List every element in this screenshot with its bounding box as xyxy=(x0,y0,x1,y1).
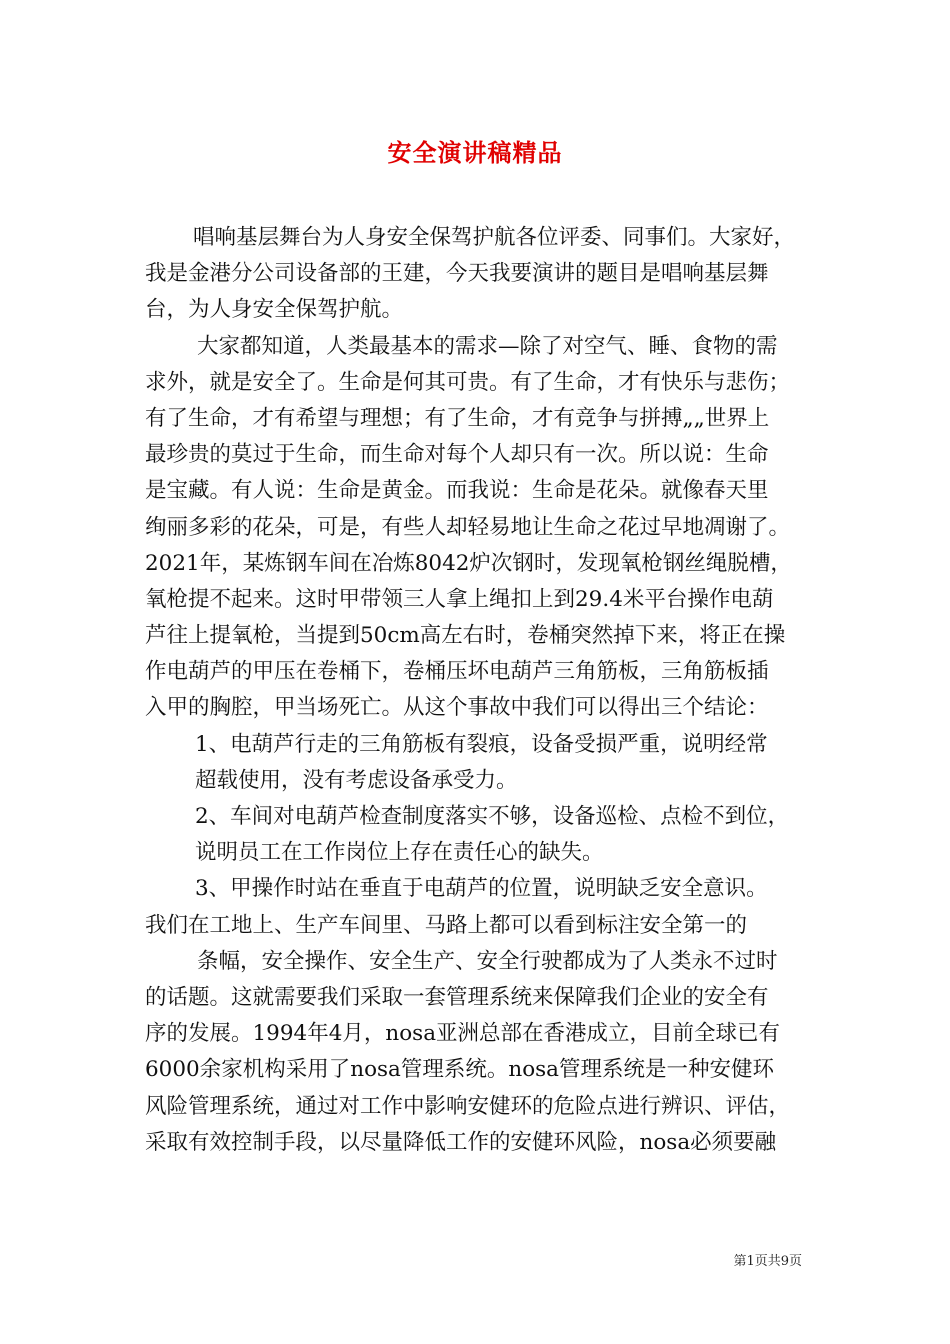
paragraph-line: 条幅，安全操作、安全生产、安全行驶都成为了人类永不过时 xyxy=(197,948,778,974)
paragraph-line: 2、车间对电葫芦检查制度落实不够，设备巡检、点检不到位， xyxy=(195,804,790,829)
paragraph-line: 3、甲操作时站在垂直于电葫芦的位置，说明缺乏安全意识。 xyxy=(195,876,768,902)
paragraph-line: 采取有效控制手段，以尽量降低工作的安健环风险，nosa必须要融 xyxy=(145,1129,777,1155)
paragraph-line: 1、电葫芦行走的三角筋板有裂痕，设备受损严重，说明经常 xyxy=(195,731,768,757)
paragraph-line: 入甲的胸腔，甲当场死亡。从这个事故中我们可以得出三个结论： xyxy=(145,695,769,721)
paragraph-line: 最珍贵的莫过于生命，而生命对每个人却只有一次。所以说：生命 xyxy=(145,442,769,468)
paragraph-line: 有了生命，才有希望与理想；有了生命，才有竞争与拼搏„„世界上 xyxy=(145,405,770,431)
paragraph-line: 2021年，某炼钢车间在冶炼8042炉次钢时，发现氧枪钢丝绳脱槽， xyxy=(145,550,792,576)
paragraph-line: 唱响基层舞台为人身安全保驾护航各位评委、同事们。大家好， xyxy=(193,225,796,250)
paragraph-line: 作电葫芦的甲压在卷桶下，卷桶压坏电葫芦三角筋板，三角筋板插 xyxy=(145,659,769,685)
paragraph-line: 是宝藏。有人说：生命是黄金。而我说：生命是花朵。就像春天里 xyxy=(145,478,769,504)
paragraph-line: 绚丽多彩的花朵，可是，有些人却轻易地让生命之花过早地凋谢了。 xyxy=(145,514,791,540)
paragraph-line: 说明员工在工作岗位上存在责任心的缺失。 xyxy=(195,840,604,866)
document-body xyxy=(145,220,825,1161)
document-title: 安全演讲稿精品 xyxy=(387,139,563,167)
paragraph-line: 芦往上提氧枪，当提到50cm高左右时，卷桶突然掉下来，将正在操 xyxy=(145,623,786,649)
paragraph-line: 求外，就是安全了。生命是何其可贵。有了生命，才有快乐与悲伤； xyxy=(145,369,791,395)
paragraph-line: 台，为人身安全保驾护航。 xyxy=(145,297,404,323)
paragraph-line: 我是金港分公司设备部的王建，今天我要演讲的题目是唱响基层舞 xyxy=(145,261,769,287)
paragraph-line: 氧枪提不起来。这时甲带领三人拿上绳扣上到29.4米平台操作电葫 xyxy=(145,586,774,612)
paragraph-line: 风险管理系统，通过对工作中影响安健环的危险点进行辨识、评估， xyxy=(145,1093,791,1119)
paragraph-line: 大家都知道，人类最基本的需求—除了对空气、睡、食物的需 xyxy=(197,333,778,359)
paragraph-line: 的话题。这就需要我们采取一套管理系统来保障我们企业的安全有 xyxy=(145,984,769,1010)
paragraph-line: 序的发展。1994年4月，nosa亚洲总部在香港成立，目前全球已有 xyxy=(145,1021,781,1047)
paragraph-line: 6000余家机构采用了nosa管理系统。nosa管理系统是一种安健环 xyxy=(145,1057,775,1083)
paragraph-line: 我们在工地上、生产车间里、马路上都可以看到标注安全第一的 xyxy=(145,912,748,938)
paragraph-line: 超载使用，没有考虑设备承受力。 xyxy=(195,767,518,793)
page-footer: 第1页共9页 xyxy=(733,1254,802,1269)
